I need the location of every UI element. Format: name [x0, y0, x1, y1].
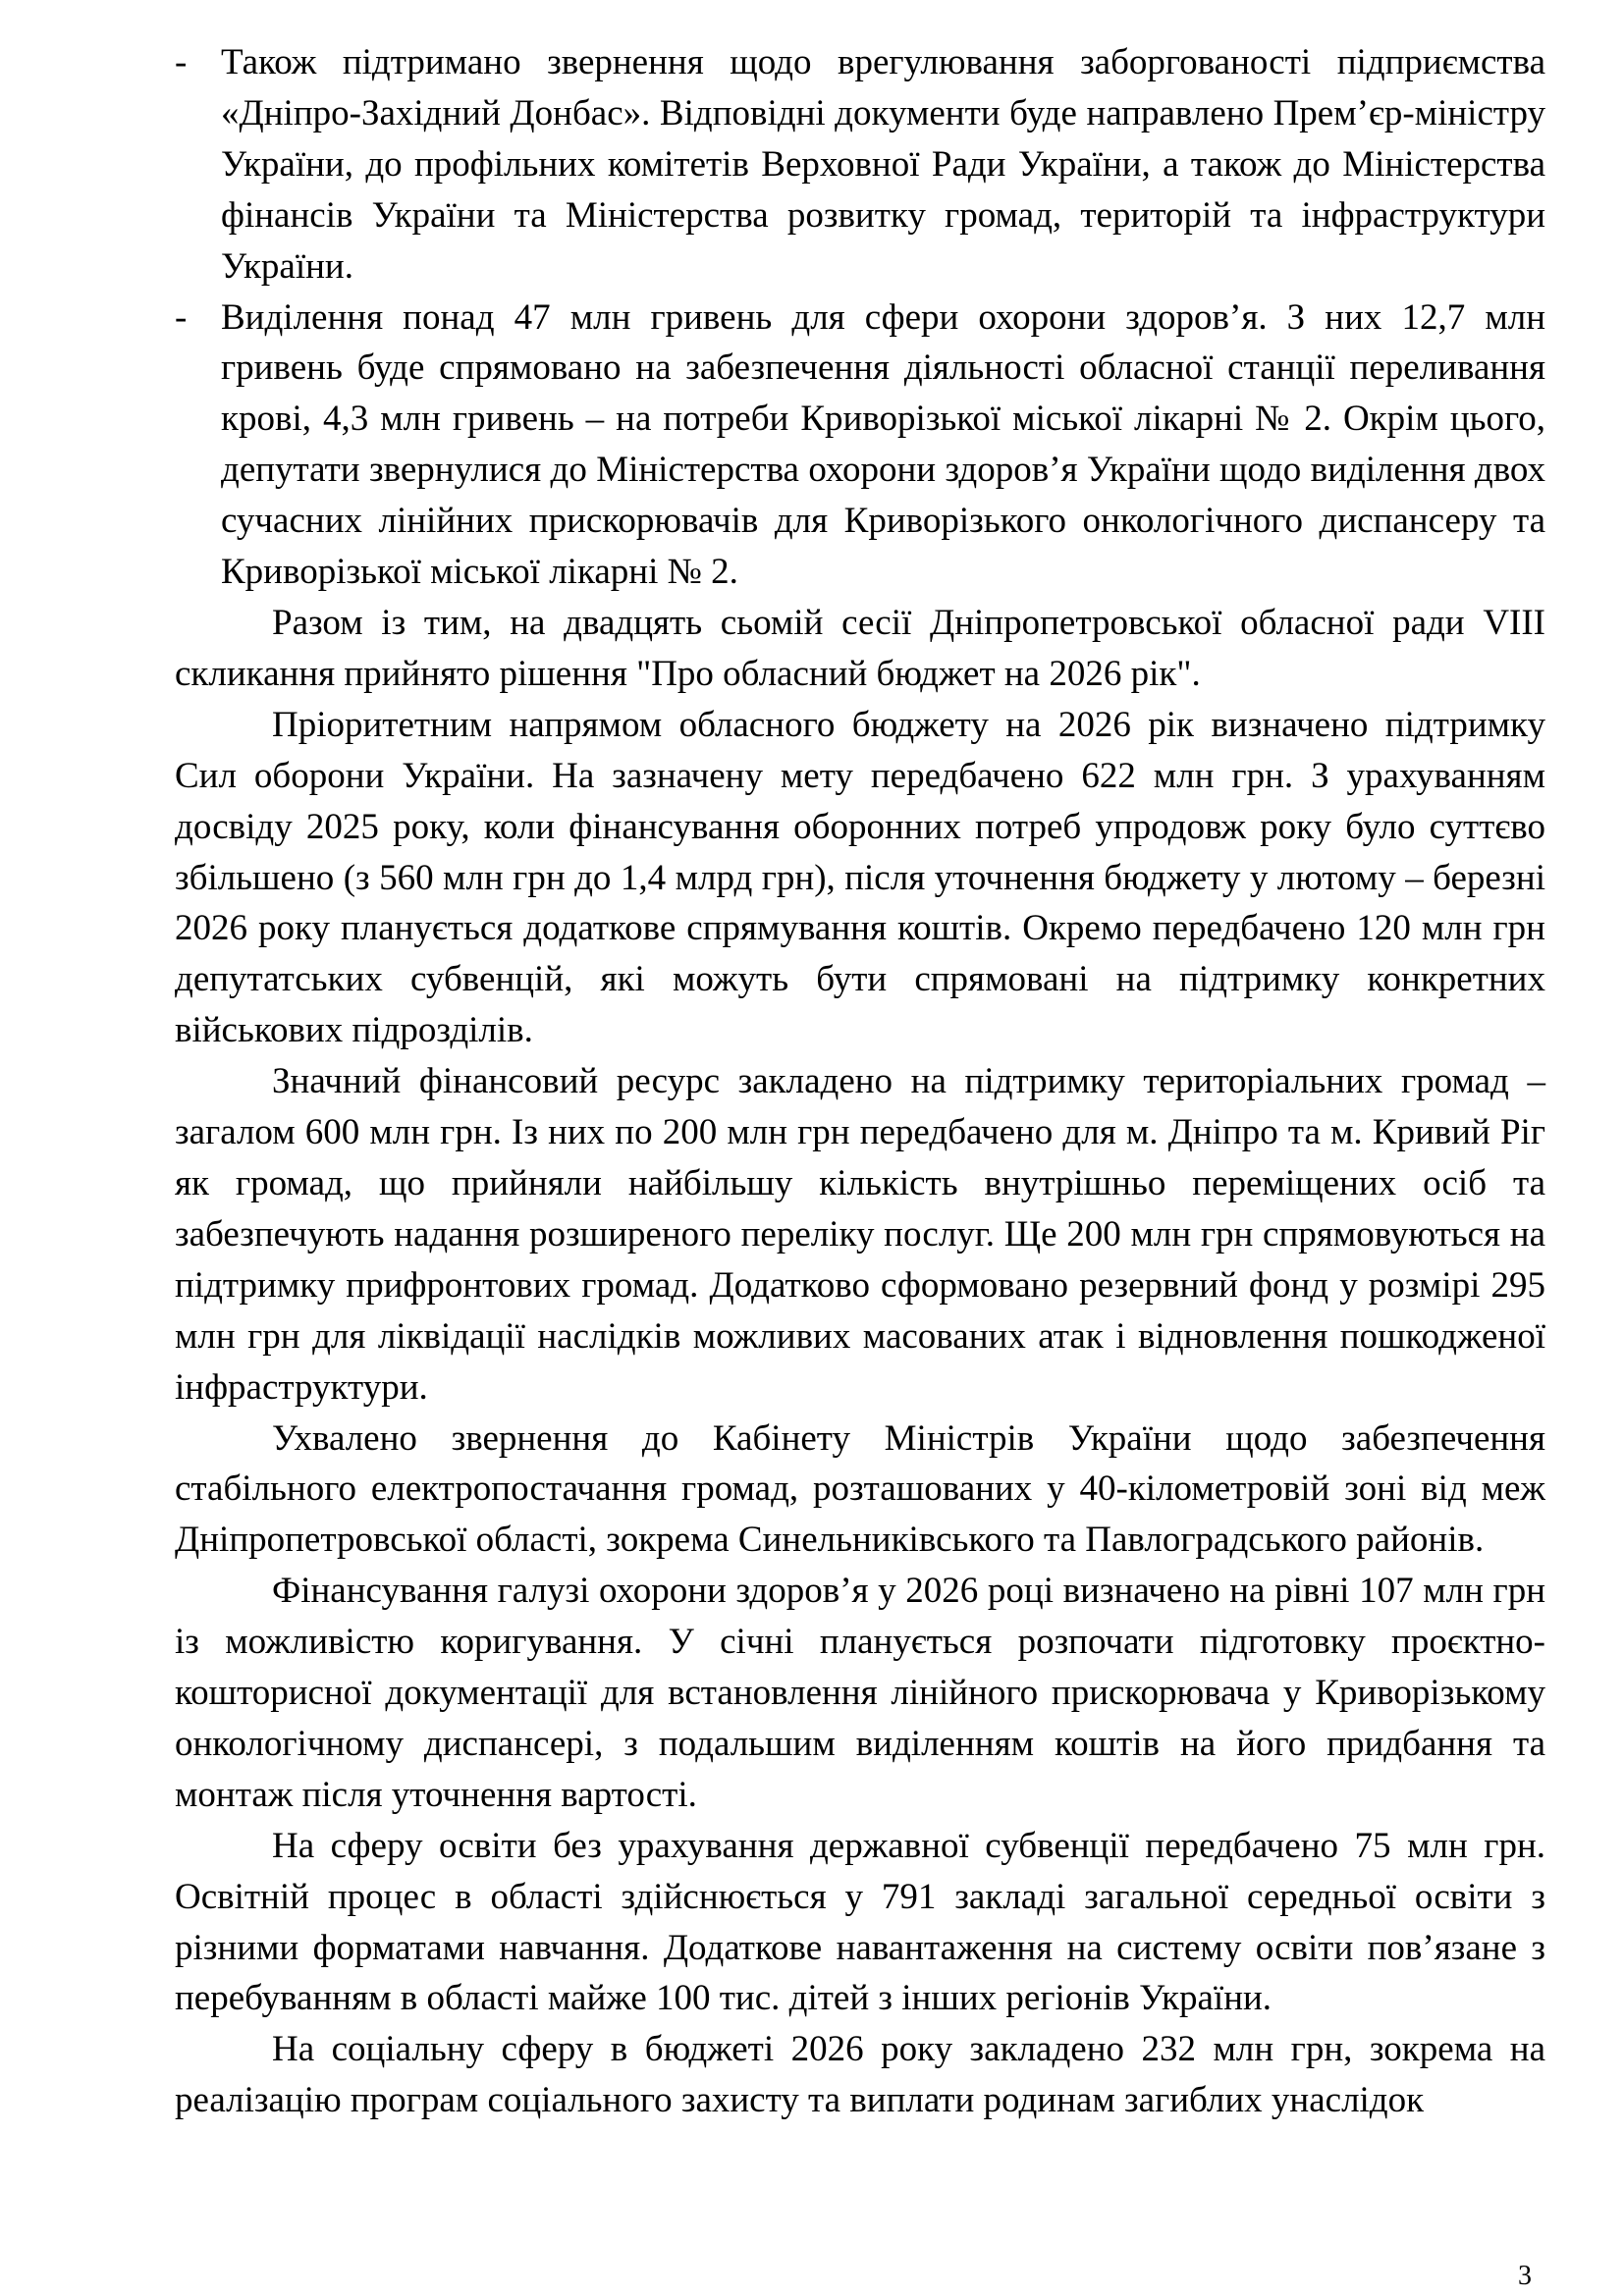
bullet-item-debt [175, 37, 1545, 293]
paragraph-session-decision: Разом із тим, на двадцять сьомій сесії Дніпропетровської обласної ради VIII скликання прийнято рішення "Про обласний бюджет на 2026 рік". [175, 603, 1545, 694]
bullet-marker: - [175, 296, 188, 338]
bullet-text: Також підтримано звернення щодо врегулювання заборгованості підприємства «Дніпро-Західний Донбас». Відповідні документи буде направлено Прем’єр-міністру України, до профільних комітетів Верховної Ради України, а також до Міністерства фінансів України та Міністерства розвитку громад, територій та інфраструктури України. [221, 42, 1545, 287]
paragraph-communities: Значний фінансовий ресурс закладено на підтримку територіальних громад – загалом 600 млн грн. Із них по 200 млн грн передбачено для м. Дніпро та м. Кривий Ріг як громад, що прийняли найбільшу кількість внутрішньо переміщених осіб та забезпечують надання розширеного переліку послуг. Ще 200 млн грн спрямовуються на підтримку прифронтових громад. Додатково сформовано резервний фонд у розмірі 295 млн грн для ліквідації наслідків можливих масованих атак і відновлення пошкодженої інфраструктури. [175, 1061, 1545, 1408]
body-text [175, 598, 1545, 2126]
bullet-marker: - [175, 42, 188, 82]
paragraph-social-sphere: На соціальну сферу в бюджеті 2026 року закладено 232 млн грн, зокрема на реалізацію програм соціального захисту та виплати родинам загиблих унаслідок [175, 2029, 1545, 2121]
paragraph-defense-support: Пріоритетним напрямом обласного бюджету на 2026 рік визначено підтримку Сил оборони України. На зазначену мету передбачено 622 млн грн. З урахуванням досвіду 2025 року, коли фінансування оборонних потреб упродовж року було суттєво збільшено (з 560 млн грн до 1,4 млрд грн), після уточнення бюджету у лютому – березні 2026 року планується додаткове спрямування коштів. Окремо передбачено 120 млн грн депутатських субвенцій, які можуть бути спрямовані на підтримку конкретних військових підрозділів. [175, 704, 1545, 1051]
paragraph-power-supply: Ухвалено звернення до Кабінету Міністрів України щодо забезпечення стабільного електропостачання громад, розташованих у 40-кілометровій зоні від меж Дніпропетровської області, зокрема Синельниківського та Павлоградського районів. [175, 1417, 1545, 1561]
bullet-text: Виділення понад 47 млн гривень для сфери охорони здоров’я. З них 12,7 млн гривень буде спрямовано на забезпечення діяльності обласної станції переливання крові, 4,3 млн гривень – на потреби Криворізької міської лікарні № 2. Окрім цього, депутати звернулися до Міністерства охорони здоров’я України щодо виділення двох сучасних лінійних прискорювачів для Криворізького онкологічного диспансеру та Криворізької міської лікарні № 2. [221, 296, 1545, 593]
paragraph-healthcare-funding: Фінансування галузі охорони здоров’я у 2026 році визначено на рівні 107 млн грн із можливістю коригування. У січні планується розпочати підготовку проєктно-кошторисної документації для встановлення лінійного прискорювача у Криворізькому онкологічному диспансері, з подальшим виділенням коштів на його придбання та монтаж після уточнення вартості. [175, 1571, 1545, 1815]
bullet-item-healthcare [175, 293, 1545, 598]
page-number: 3 [1518, 2261, 1532, 2291]
paragraph-education: На сферу освіти без урахування державної субвенції передбачено 75 млн грн. Освітній процес в області здійснюється у 791 закладі загальної середньої освіти з різними форматами навчання. Додаткове навантаження на систему освіти пов’язане з перебуванням в області майже 100 тис. дітей з інших регіонів України. [175, 1825, 1545, 2019]
bullet-list [175, 37, 1545, 598]
